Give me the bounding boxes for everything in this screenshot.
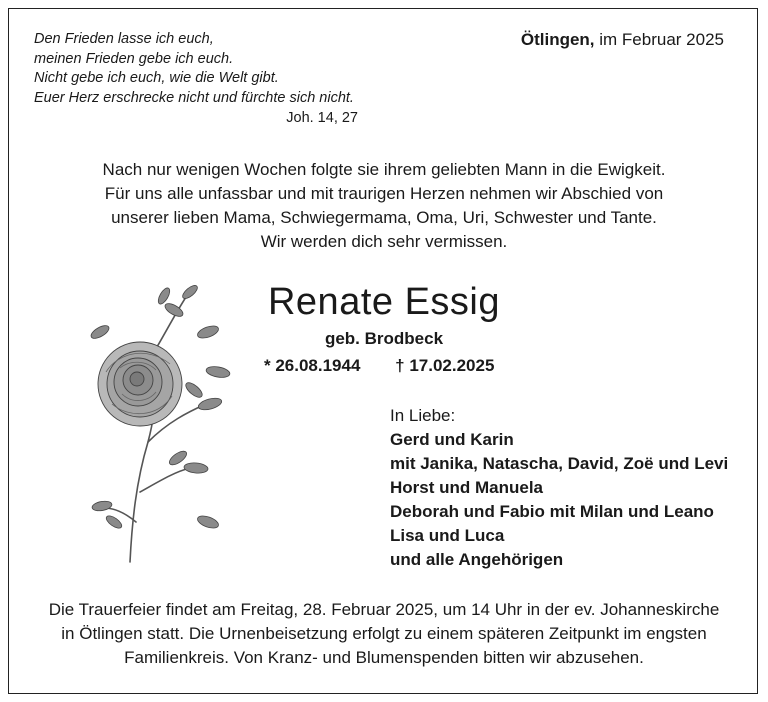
intro-line: Für uns alle unfassbar und mit traurigen Herzen nehmen wir Abschied von [104,184,664,203]
verse-line: meinen Frieden gebe ich euch. [34,50,234,67]
place: Ötlingen, [520,30,595,49]
deceased-name: Renate Essig [267,281,500,323]
family-lead: In Liebe: [390,406,456,425]
verse-line: Nicht gebe ich euch, wie die Welt gibt. [34,70,279,86]
family-member: mit Janika, Natascha, David, Zoë und Levi [390,454,729,473]
family-member: Deborah und Fabio mit Milan und Leano [390,502,714,521]
date: im Februar 2025 [599,30,724,49]
family-member: Lisa und Luca [390,526,505,545]
bible-verse [34,30,364,129]
intro-line: Nach nur wenigen Wochen folgte sie ihrem geliebten Mann in die Ewigkeit. [102,160,666,179]
verse-line: Den Frieden lasse ich euch, [34,31,214,47]
notice-line: Familienkreis. Von Kranz- und Blumenspenden bitten wir abzusehen. [124,648,644,667]
intro-text [40,158,728,254]
family-member: Gerd und Karin [390,430,514,449]
birth-date: * 26.08.1944 [264,356,361,375]
life-dates [264,356,494,376]
verse-reference: Joh. 14, 27 [286,110,358,126]
place-and-date [521,30,724,50]
family-member: Horst und Manuela [390,478,544,497]
family-list [390,404,728,572]
intro-line: unserer lieben Mama, Schwiegermama, Oma, Uri, Schwester und Tante. [111,208,657,227]
birth-name: geb. Brodbeck [324,329,444,348]
funeral-notice [20,598,748,670]
death-date: † 17.02.2025 [395,356,495,375]
verse-line: Euer Herz erschrecke nicht und fürchte sich nicht. [34,89,354,106]
notice-line: in Ötlingen statt. Die Urnenbeisetzung erfolgt zu einem späteren Zeitpunkt im engsten [61,624,707,643]
intro-line: Wir werden dich sehr vermissen. [260,232,508,251]
family-member: und alle Angehörigen [390,550,564,569]
notice-line: Die Trauerfeier findet am Freitag, 28. Februar 2025, um 14 Uhr in der ev. Johanneskirche [48,600,720,619]
